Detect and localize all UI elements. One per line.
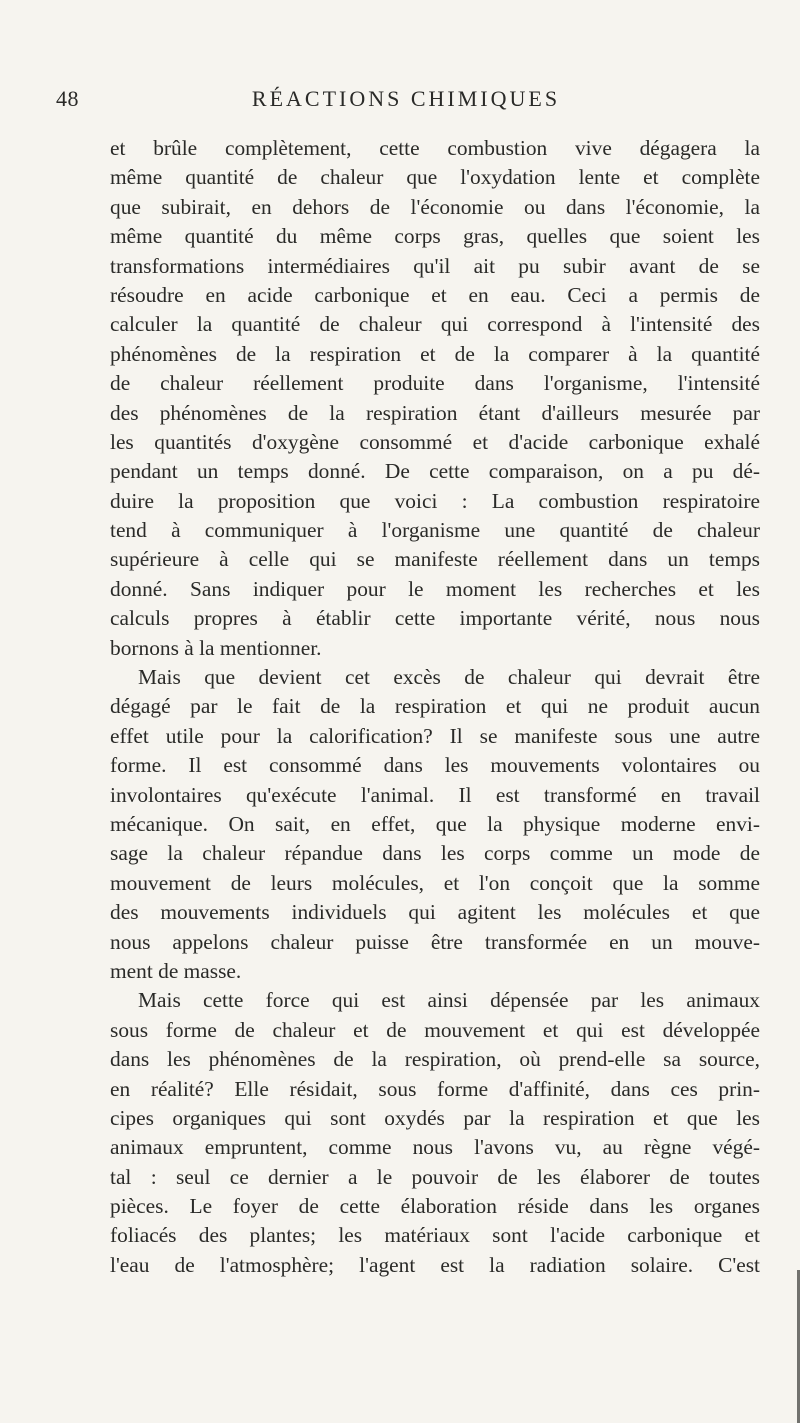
text-line: résoudre en acide carbonique et en eau. Ceci a permis de xyxy=(110,282,760,307)
text-line: ment de masse. xyxy=(110,958,242,983)
text-line: des phénomènes de la respiration étant d'ailleurs mesurée par xyxy=(110,400,760,425)
text-line: l'eau de l'atmosphère; l'agent est la radiation solaire. C'est xyxy=(110,1252,760,1277)
text-line: nous appelons chaleur puisse être transformée en un mouve- xyxy=(110,929,760,954)
text-line: de chaleur réellement produite dans l'organisme, l'intensité xyxy=(110,371,760,396)
text-line: mécanique. On sait, en effet, que la physique moderne envi- xyxy=(110,811,760,836)
text-line: animaux empruntent, comme nous l'avons vu, au règne végé- xyxy=(110,1135,760,1160)
text-line: même quantité de chaleur que l'oxydation lente et complète xyxy=(110,165,760,190)
text-line: effet utile pour la calorification? Il se manifeste sous une autre xyxy=(110,723,760,748)
page-header xyxy=(56,86,756,122)
text-line: sage la chaleur répandue dans les corps comme un mode de xyxy=(110,841,760,866)
text-line: foliacés des plantes; les matériaux sont l'acide carbonique et xyxy=(110,1223,760,1248)
text-line: tend à communiquer à l'organisme une quantité de chaleur xyxy=(110,518,760,543)
paragraph xyxy=(110,134,760,663)
paragraph xyxy=(110,986,760,1280)
text-line: calculer la quantité de chaleur qui correspond à l'intensité des xyxy=(110,312,760,337)
text-line: involontaires qu'exécute l'animal. Il est transformé en travail xyxy=(110,782,760,807)
text-line: tal : seul ce dernier a le pouvoir de les élaborer de toutes xyxy=(110,1164,760,1189)
running-title: RÉACTIONS CHIMIQUES xyxy=(251,86,561,111)
text-line: des mouvements individuels qui agitent les molécules et que xyxy=(110,900,760,925)
text-line: calculs propres à établir cette importante vérité, nous nous xyxy=(110,606,760,631)
text-line: Mais que devient cet excès de chaleur qui devrait être xyxy=(138,665,760,690)
text-line: que subirait, en dehors de l'économie ou dans l'économie, la xyxy=(110,194,760,219)
text-line: mouvement de leurs molécules, et l'on conçoit que la somme xyxy=(110,870,760,895)
text-line: bornons à la mentionner. xyxy=(110,635,322,660)
text-line: supérieure à celle qui se manifeste réellement dans un temps xyxy=(110,547,760,572)
text-line: duire la proposition que voici : La combustion respiratoire xyxy=(110,488,760,513)
text-line: Mais cette force qui est ainsi dépensée par les animaux xyxy=(138,988,760,1013)
text-line: pendant un temps donné. De cette comparaison, on a pu dé- xyxy=(110,459,760,484)
text-line: même quantité du même corps gras, quelles que soient les xyxy=(110,224,760,249)
page-number: 48 xyxy=(56,86,79,111)
text-line: en réalité? Elle résidait, sous forme d'affinité, dans ces prin- xyxy=(110,1076,760,1101)
text-line: dégagé par le fait de la respiration et qui ne produit aucun xyxy=(110,694,760,719)
text-line: donné. Sans indiquer pour le moment les recherches et les xyxy=(110,576,760,601)
text-line: pièces. Le foyer de cette élaboration réside dans les organes xyxy=(110,1194,760,1219)
text-line: phénomènes de la respiration et de la comparer à la quantité xyxy=(110,341,760,366)
text-line: sous forme de chaleur et de mouvement et qui est développée xyxy=(110,1017,760,1042)
paragraph xyxy=(110,663,760,986)
text-line: cipes organiques qui sont oxydés par la respiration et que les xyxy=(110,1105,760,1130)
text-line: et brûle complètement, cette combustion vive dégagera la xyxy=(110,136,760,160)
text-line: les quantités d'oxygène consommé et d'acide carbonique exhalé xyxy=(110,429,760,454)
text-line: dans les phénomènes de la respiration, où prend-elle sa source, xyxy=(110,1047,760,1072)
text-line: transformations intermédiaires qu'il ait pu subir avant de se xyxy=(110,253,760,278)
body-text xyxy=(110,134,760,1280)
text-line: forme. Il est consommé dans les mouvements volontaires ou xyxy=(110,753,760,778)
